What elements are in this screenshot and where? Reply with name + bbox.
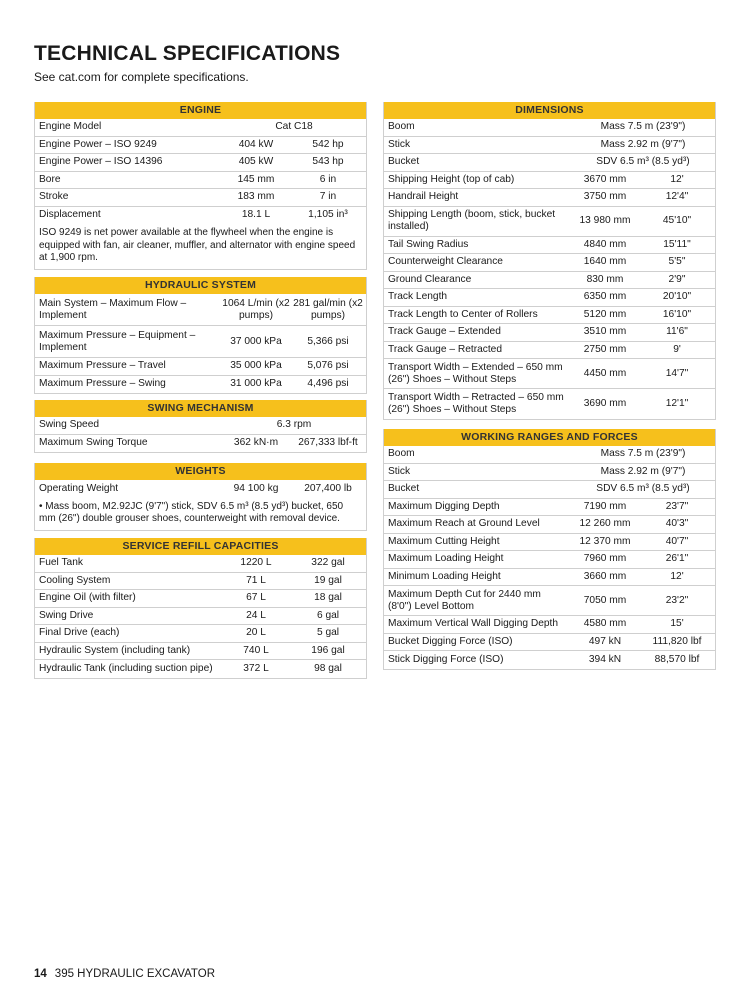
spec-value-imperial: 11'6" — [666, 326, 688, 338]
spec-value: Mass 7.5 m (23'9") — [600, 121, 686, 133]
spec-label: Track Gauge – Extended — [388, 326, 501, 338]
swing-mechanism-table — [34, 400, 367, 453]
spec-value-imperial: 281 gal/min (x2 pumps) — [293, 297, 363, 321]
section-header: ENGINE — [35, 102, 366, 119]
left-column — [34, 538, 367, 679]
service-refill-table — [34, 538, 367, 679]
spec-label: Fuel Tank — [39, 557, 83, 569]
spec-value-metric: 1064 L/min (x2 pumps) — [222, 297, 290, 321]
spec-value-imperial: 23'2" — [665, 594, 689, 606]
spec-value-imperial: 207,400 lb — [304, 482, 352, 494]
spec-label: Swing Drive — [39, 609, 94, 621]
spec-value: Mass 2.92 m (9'7") — [600, 138, 686, 150]
spec-row — [35, 573, 366, 591]
spec-value-metric: 830 mm — [586, 273, 624, 285]
spec-row — [35, 207, 366, 225]
spec-row — [35, 189, 366, 207]
spec-value-metric: 24 L — [246, 609, 266, 621]
spec-value-imperial: 5 gal — [316, 627, 340, 639]
spec-label: Bucket — [388, 156, 420, 168]
left-column — [34, 102, 367, 270]
page-subtitle: See cat.com for complete specifications. — [34, 70, 249, 84]
spec-label: Final Drive (each) — [39, 627, 120, 639]
spec-label: Stick — [388, 465, 411, 477]
spec-value-imperial: 542 hp — [312, 138, 344, 150]
spec-value-imperial: 196 gal — [311, 644, 345, 656]
spec-value: SDV 6.5 m³ (8.5 yd³) — [596, 156, 690, 168]
hydraulic-system-table — [34, 277, 367, 394]
spec-row — [384, 651, 715, 669]
spec-row — [35, 608, 366, 626]
spec-value: Cat C18 — [275, 121, 313, 133]
spec-row — [35, 154, 366, 172]
spec-value-imperial: 45'10" — [662, 215, 692, 226]
spec-value-metric: 362 kN·m — [233, 437, 279, 449]
spec-value-imperial: 322 gal — [311, 557, 345, 569]
spec-row — [384, 237, 715, 255]
spec-row — [384, 137, 715, 155]
spec-value-metric: 4580 mm — [583, 618, 627, 630]
section-header: WORKING RANGES AND FORCES — [384, 429, 715, 446]
spec-label: Engine Oil (with filter) — [39, 592, 136, 604]
engine-table — [34, 102, 367, 270]
spec-label: Hydraulic System (including tank) — [39, 644, 191, 656]
spec-value: Mass 2.92 m (9'7") — [600, 465, 686, 477]
section-header: SWING MECHANISM — [35, 400, 366, 417]
spec-row — [384, 324, 715, 342]
spec-row — [384, 307, 715, 325]
spec-row — [384, 446, 715, 464]
spec-value-metric: 145 mm — [237, 173, 275, 185]
spec-label: Bore — [39, 173, 61, 185]
spec-row — [384, 289, 715, 307]
spec-row — [35, 643, 366, 661]
spec-value-imperial: 16'10" — [662, 308, 692, 320]
left-column — [34, 400, 367, 453]
spec-row — [384, 464, 715, 482]
spec-row — [384, 154, 715, 172]
right-column — [383, 102, 716, 420]
spec-value-metric: 20 L — [246, 627, 266, 639]
spec-label: Maximum Pressure – Travel — [39, 360, 166, 372]
spec-value-imperial: 15'11" — [663, 238, 691, 250]
spec-value-imperial: 12' — [670, 173, 684, 185]
spec-label: Swing Speed — [39, 419, 100, 431]
spec-row — [35, 590, 366, 608]
spec-label: Maximum Pressure – Swing — [39, 378, 166, 390]
spec-row — [35, 480, 366, 498]
spec-label: Minimum Loading Height — [388, 570, 501, 582]
weights-note: • Mass boom, M2.92JC (9'7") stick, SDV 6.5 m³ (8.5 yd³) bucket, 650 mm (26") double grouser shoes, counterweight with removal device. — [39, 500, 344, 524]
spec-value-metric: 1220 L — [240, 557, 272, 569]
spec-label: Track Length to Center of Rollers — [388, 308, 538, 320]
spec-row — [384, 172, 715, 190]
spec-value: SDV 6.5 m³ (8.5 yd³) — [596, 483, 690, 495]
section-header: HYDRAULIC SYSTEM — [35, 277, 366, 294]
spec-row — [35, 660, 366, 678]
spec-value-metric: 31 000 kPa — [230, 378, 282, 390]
spec-value-metric: 7960 mm — [583, 553, 627, 565]
spec-row — [384, 551, 715, 569]
spec-value-metric: 7050 mm — [583, 594, 627, 606]
spec-label: Maximum Vertical Wall Digging Depth — [388, 618, 559, 630]
section-header: DIMENSIONS — [384, 102, 715, 119]
spec-label: Main System – Maximum Flow – Implement — [39, 297, 187, 321]
section-header: WEIGHTS — [35, 463, 366, 480]
spec-row — [384, 359, 715, 389]
spec-label: Bucket Digging Force (ISO) — [388, 635, 513, 647]
spec-row — [384, 481, 715, 499]
spec-value-metric: 497 kN — [588, 635, 622, 647]
spec-value-metric: 12 370 mm — [579, 535, 631, 547]
spec-label: Boom — [388, 121, 415, 133]
spec-row — [384, 499, 715, 517]
spec-label: Stick — [388, 138, 411, 150]
spec-row — [384, 254, 715, 272]
spec-value-metric: 2750 mm — [583, 343, 627, 355]
spec-value-imperial: 111,820 lbf — [652, 635, 702, 647]
spec-value-metric: 405 kW — [238, 156, 274, 168]
spec-row — [384, 534, 715, 552]
spec-value-metric: 7190 mm — [583, 500, 627, 512]
spec-row — [384, 516, 715, 534]
section-header: SERVICE REFILL CAPACITIES — [35, 538, 366, 555]
spec-label: Stroke — [39, 191, 69, 203]
spec-value-imperial: 5,366 psi — [307, 335, 349, 347]
spec-value-metric: 3670 mm — [583, 173, 627, 185]
spec-value-metric: 13 980 mm — [579, 215, 631, 226]
spec-value-imperial: 98 gal — [314, 662, 342, 674]
spec-row — [384, 272, 715, 290]
spec-label: Counterweight Clearance — [388, 256, 503, 268]
spec-value-metric: 4840 mm — [583, 238, 627, 250]
spec-row — [35, 326, 366, 358]
spec-label: Maximum Loading Height — [388, 553, 504, 565]
page-number: 14 — [34, 968, 47, 980]
spec-value: Mass 7.5 m (23'9") — [600, 448, 686, 460]
spec-value-metric: 3510 mm — [583, 326, 627, 338]
spec-row — [384, 342, 715, 360]
spec-value-imperial: 5'5" — [668, 256, 686, 268]
page-footer — [34, 968, 215, 980]
spec-value-imperial: 7 in — [319, 191, 337, 203]
right-column — [383, 429, 716, 670]
spec-value-metric: 3690 mm — [583, 398, 627, 409]
spec-row — [35, 417, 366, 435]
spec-row — [384, 569, 715, 587]
spec-value-metric: 394 kN — [588, 653, 622, 665]
spec-label: Transport Width – Retracted – 650 mm (26") Shoes – Without Steps — [388, 392, 564, 415]
spec-value-imperial: 18 gal — [314, 592, 342, 604]
spec-label: Tail Swing Radius — [388, 238, 469, 250]
spec-value-imperial: 6 gal — [316, 609, 340, 621]
spec-value-imperial: 23'7" — [665, 500, 689, 512]
spec-value-imperial: 543 hp — [312, 156, 344, 168]
spec-value-imperial: 267,333 lbf-ft — [298, 437, 358, 449]
spec-label: Track Length — [388, 291, 448, 303]
spec-label: Maximum Reach at Ground Level — [388, 518, 540, 530]
spec-label: Maximum Swing Torque — [39, 437, 148, 449]
spec-label: Engine Power – ISO 14396 — [39, 156, 163, 168]
spec-value-imperial: 88,570 lbf — [654, 653, 700, 665]
spec-row — [384, 389, 715, 419]
spec-row — [384, 207, 715, 237]
spec-label: Ground Clearance — [388, 273, 472, 285]
spec-value-metric: 3750 mm — [583, 191, 627, 203]
spec-row — [35, 435, 366, 453]
spec-row — [384, 634, 715, 652]
spec-value-imperial: 26'1" — [665, 553, 689, 565]
spec-label: Track Gauge – Retracted — [388, 343, 503, 355]
spec-value-imperial: 40'3" — [665, 518, 689, 530]
spec-value-imperial: 12' — [670, 570, 684, 582]
spec-row — [35, 376, 366, 394]
spec-row — [384, 119, 715, 137]
spec-row — [384, 189, 715, 207]
page-title: TECHNICAL SPECIFICATIONS — [34, 42, 341, 65]
spec-value-metric: 4450 mm — [583, 367, 627, 379]
spec-value-imperial: 2'9" — [668, 273, 686, 285]
spec-row — [35, 294, 366, 326]
spec-label: Maximum Digging Depth — [388, 500, 500, 512]
weights-table — [34, 463, 367, 531]
spec-value-metric: 183 mm — [237, 191, 275, 203]
spec-value-metric: 3660 mm — [583, 570, 627, 582]
spec-value-metric: 67 L — [246, 592, 266, 604]
spec-label: Cooling System — [39, 574, 111, 586]
spec-value-imperial: 6 in — [319, 173, 337, 185]
spec-label: Hydraulic Tank (including suction pipe) — [39, 662, 213, 674]
spec-value-imperial: 1,105 in³ — [308, 209, 348, 221]
spec-value-imperial: 40'7" — [665, 535, 689, 547]
left-column — [34, 463, 367, 531]
spec-label: Operating Weight — [39, 482, 119, 494]
spec-label: Maximum Cutting Height — [388, 535, 500, 547]
spec-value-metric: 12 260 mm — [579, 518, 631, 530]
spec-value-metric: 5120 mm — [583, 308, 627, 320]
spec-value: 6.3 rpm — [276, 419, 312, 431]
spec-label: Bucket — [388, 483, 420, 495]
spec-value-metric: 1640 mm — [583, 256, 627, 268]
spec-value-imperial: 4,496 psi — [307, 378, 349, 390]
spec-value-metric: 35 000 kPa — [230, 360, 282, 372]
engine-note: ISO 9249 is net power available at the flywheel when the engine is equipped with fan, air cleaner, muffler, and alternator with engine speed at 1,900 rpm. — [39, 227, 356, 263]
spec-label: Stick Digging Force (ISO) — [388, 653, 504, 665]
spec-row — [35, 172, 366, 190]
spec-value-imperial: 5,076 psi — [307, 360, 349, 372]
spec-value-metric: 404 kW — [238, 138, 274, 150]
spec-value-metric: 18.1 L — [241, 209, 271, 221]
spec-value-imperial: 12'4" — [665, 191, 689, 203]
spec-row — [384, 586, 715, 616]
spec-label: Handrail Height — [388, 191, 459, 203]
spec-value-imperial: 19 gal — [314, 574, 342, 586]
spec-value-metric: 71 L — [246, 574, 266, 586]
spec-value-metric: 372 L — [243, 662, 269, 674]
spec-value-imperial: 9' — [673, 343, 681, 355]
spec-value-imperial: 14'7" — [665, 367, 689, 379]
spec-value-imperial: 20'10" — [662, 291, 692, 303]
spec-row — [35, 555, 366, 573]
spec-label: Maximum Depth Cut for 2440 mm (8'0") Level Bottom — [388, 588, 541, 612]
dimensions-table — [383, 102, 716, 420]
spec-label: Maximum Pressure – Equipment – Implement — [39, 329, 196, 353]
working-ranges-table — [383, 429, 716, 670]
spec-label: Engine Power – ISO 9249 — [39, 138, 157, 150]
spec-value-imperial: 12'1" — [665, 398, 689, 409]
spec-label: Displacement — [39, 209, 101, 221]
spec-label: Engine Model — [39, 121, 102, 133]
spec-label: Boom — [388, 448, 415, 460]
spec-row — [35, 137, 366, 155]
spec-value-metric: 740 L — [243, 644, 269, 656]
spec-row — [35, 119, 366, 137]
spec-row — [35, 358, 366, 376]
spec-value-metric: 94 100 kg — [233, 482, 279, 494]
left-column — [34, 277, 367, 394]
spec-value-metric: 6350 mm — [583, 291, 627, 303]
spec-value-imperial: 15' — [670, 618, 684, 630]
spec-label: Shipping Height (top of cab) — [388, 173, 515, 185]
spec-value-metric: 37 000 kPa — [230, 335, 282, 347]
spec-row — [35, 625, 366, 643]
spec-label: Shipping Length (boom, stick, bucket installed) — [388, 209, 556, 232]
spec-label: Transport Width – Extended – 650 mm (26") Shoes – Without Steps — [388, 361, 563, 385]
spec-row — [384, 616, 715, 634]
footer-title: 395 HYDRAULIC EXCAVATOR — [54, 968, 215, 980]
